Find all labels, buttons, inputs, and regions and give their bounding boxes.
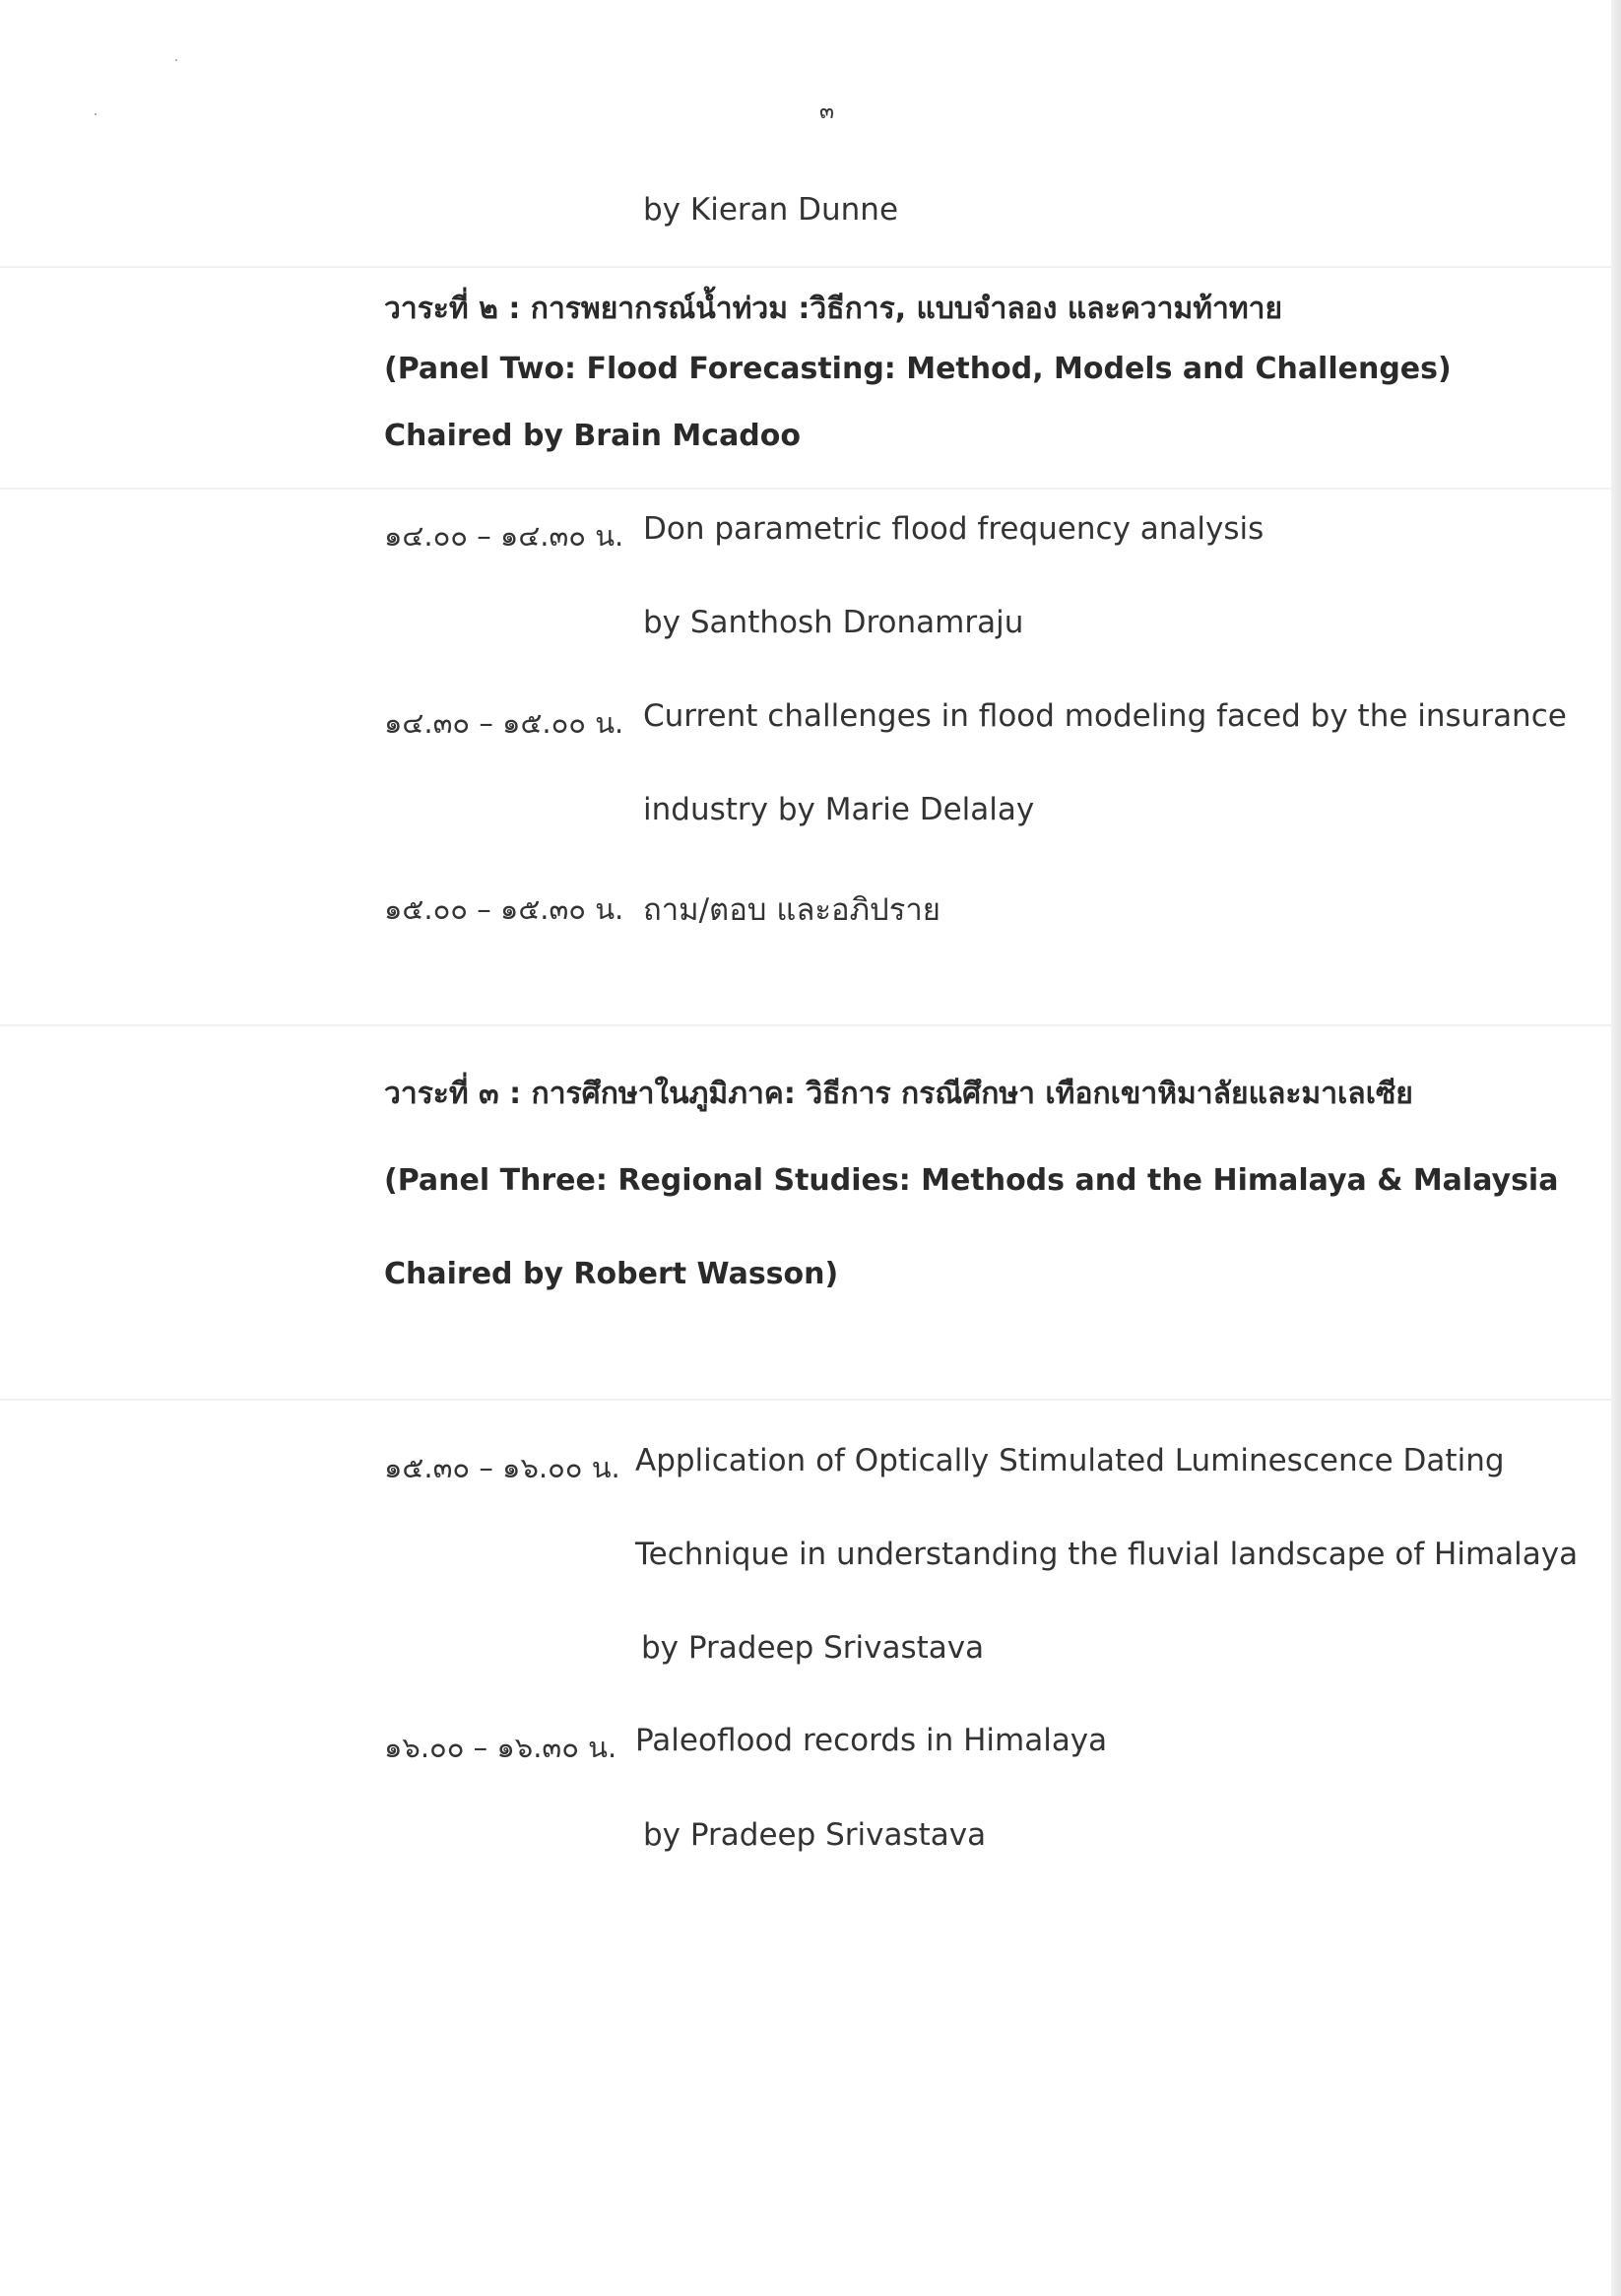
scan-speck xyxy=(175,59,177,61)
session-title: Current challenges in flood modeling faced by the insurance xyxy=(643,698,1567,734)
panel-two-english-title: (Panel Two: Flood Forecasting: Method, Models and Challenges) xyxy=(384,352,1452,386)
session-title: Application of Optically Stimulated Luminescence Dating xyxy=(635,1443,1505,1478)
scan-speck xyxy=(95,113,97,115)
session-title: ถาม/ตอบ และอภิปราย xyxy=(643,892,940,928)
panel-three-chair: Chaired by Robert Wasson) xyxy=(384,1257,839,1291)
session-title-continued: Technique in understanding the fluvial landscape of Himalaya xyxy=(635,1537,1579,1572)
session-author: by Pradeep Srivastava xyxy=(643,1817,987,1853)
session-time: ๑๖.๐๐ – ๑๖.๓๐ น. xyxy=(384,1731,617,1764)
panel-two-chair: Chaired by Brain Mcadoo xyxy=(384,419,802,453)
scan-artifact-band xyxy=(0,1024,1611,1026)
panel-two-thai-title: วาระที่ ๒ : การพยากรณ์น้ำท่วม :วิธีการ, แบบจำลอง และความท้าทาย xyxy=(384,292,1283,326)
session-author: by Santhosh Dronamraju xyxy=(643,605,1024,640)
page-number: ๓ xyxy=(819,99,835,124)
session-title: Paleoflood records in Himalaya xyxy=(635,1723,1108,1758)
panel-three-english-title: (Panel Three: Regional Studies: Methods and the Himalaya & Malaysia xyxy=(384,1163,1559,1198)
scan-artifact-band xyxy=(0,266,1611,268)
session-time: ๑๔.๐๐ – ๑๔.๓๐ น. xyxy=(384,519,624,553)
session-time: ๑๔.๓๐ – ๑๕.๐๐ น. xyxy=(384,706,624,740)
session-time: ๑๕.๐๐ – ๑๕.๓๐ น. xyxy=(384,892,624,926)
session-title: Don parametric flood frequency analysis xyxy=(643,511,1264,547)
scan-artifact-band xyxy=(0,488,1611,490)
session-author: industry by Marie Delalay xyxy=(643,792,1035,827)
scan-artifact-band xyxy=(0,1399,1611,1401)
page-edge-shadow xyxy=(1611,0,1621,2296)
intro-author: by Kieran Dunne xyxy=(643,192,899,228)
session-time: ๑๕.๓๐ – ๑๖.๐๐ น. xyxy=(384,1451,620,1484)
session-author: by Pradeep Srivastava xyxy=(641,1630,985,1666)
panel-three-thai-title: วาระที่ ๓ : การศึกษาในภูมิภาค: วิธีการ กรณีศึกษา เทือกเขาหิมาลัยและมาเลเซีย xyxy=(384,1077,1413,1111)
